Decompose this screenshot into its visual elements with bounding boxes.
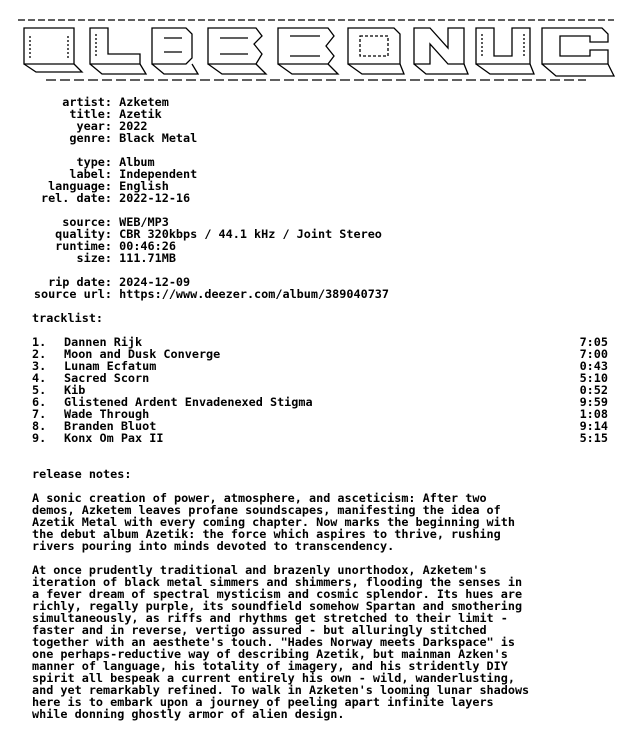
track-duration: 0:43 xyxy=(579,359,608,373)
track-title: Kib xyxy=(64,383,86,397)
metadata-key: rel. date: xyxy=(40,191,112,205)
metadata-value: 111.71MB xyxy=(119,251,176,265)
track-number: 6. xyxy=(32,395,47,409)
metadata-value: Azketem xyxy=(119,95,169,109)
metadata-key: rip date: xyxy=(48,275,112,289)
track-number: 7. xyxy=(32,407,47,421)
track-duration: 9:59 xyxy=(579,395,608,409)
metadata-key: source: xyxy=(62,215,112,229)
metadata-value: Black Metal xyxy=(119,131,198,145)
metadata-group-label xyxy=(0,156,197,204)
track-duration: 7:05 xyxy=(579,335,608,349)
metadata-key: language: xyxy=(48,179,112,193)
track-row xyxy=(32,432,608,444)
tracklist xyxy=(32,336,608,444)
track-duration: 9:14 xyxy=(579,419,608,433)
metadata-value: 2022 xyxy=(119,119,148,133)
release-notes-paragraph: At once prudently traditional and brazenly unorthodox, Azketem's iteration of black metal simmers and shimmers, flooding the senses in a fever dream of spectral mysticism and cosmic splendor. Its hues are richly, regally purple, its soundfield somehow Spartan and smothering simultaneously, as riffs and rhythms get stretched to their limit - faster and in reverse, vertigo assured - but alluringly stitched together with an aesthete's touch. "Hades Norway meets Darkspace" is one perhaps-reductive way of describing Azetik, but mainman Azken's manner of language, his totality of imagery, and his stridently DIY spirit all bespeak a current entirely his own - wild, wanderlusting, and yet remarkably refined. To walk in Azketen's looming lunar shadows here is to embark upon a journey of peeling apart infinite layers while donning ghostly armor of alien design. xyxy=(32,563,530,721)
track-duration: 5:15 xyxy=(579,431,608,445)
metadata-key: title: xyxy=(69,107,112,121)
metadata-row xyxy=(0,240,382,252)
track-title: Dannen Rijk xyxy=(64,335,143,349)
tracklist-heading: tracklist: xyxy=(32,311,104,325)
metadata-value: WEB/MP3 xyxy=(119,215,169,229)
track-number: 1. xyxy=(32,335,47,349)
ascii-art-logo xyxy=(16,14,616,84)
metadata-row xyxy=(0,132,197,144)
track-title: Wade Through xyxy=(64,407,150,421)
track-duration: 7:00 xyxy=(579,347,608,361)
metadata-key: size: xyxy=(76,251,112,265)
track-number: 8. xyxy=(32,419,47,433)
metadata-value: Azetik xyxy=(119,107,162,121)
metadata-group-source xyxy=(0,216,382,264)
track-number: 3. xyxy=(32,359,47,373)
metadata-group-rip xyxy=(0,276,389,300)
metadata-key: label: xyxy=(69,167,112,181)
metadata-value: Album xyxy=(119,155,155,169)
track-title: Branden Bluot xyxy=(64,419,157,433)
track-row xyxy=(32,372,608,384)
metadata-value: 2022-12-16 xyxy=(119,191,191,205)
track-number: 2. xyxy=(32,347,47,361)
metadata-group-release xyxy=(0,96,197,144)
metadata-key: runtime: xyxy=(55,239,112,253)
metadata-key: year: xyxy=(76,119,112,133)
metadata-value: Independent xyxy=(119,167,198,181)
metadata-row xyxy=(0,192,197,204)
metadata-key: genre: xyxy=(69,131,112,145)
metadata-value: CBR 320kbps / 44.1 kHz / Joint Stereo xyxy=(119,227,382,241)
metadata-key: quality: xyxy=(55,227,112,241)
source-url-link[interactable]: https://www.deezer.com/album/389040737 xyxy=(119,287,389,301)
metadata-value: 00:46:26 xyxy=(119,239,176,253)
track-duration: 1:08 xyxy=(579,407,608,421)
track-number: 4. xyxy=(32,371,47,385)
metadata-row xyxy=(0,288,389,300)
track-title: Sacred Scorn xyxy=(64,371,150,385)
metadata-key: type: xyxy=(76,155,112,169)
track-duration: 0:52 xyxy=(579,383,608,397)
metadata-key: artist: xyxy=(62,95,112,109)
track-number: 5. xyxy=(32,383,47,397)
track-title: Glistened Ardent Envadenexed Stigma xyxy=(64,395,313,409)
track-duration: 5:10 xyxy=(579,371,608,385)
release-notes-heading: release notes: xyxy=(32,467,132,481)
metadata-row xyxy=(0,252,382,264)
metadata-key: source url: xyxy=(33,287,112,301)
track-title: Lunam Ecfatum xyxy=(64,359,157,373)
track-title: Moon and Dusk Converge xyxy=(64,347,221,361)
track-number: 9. xyxy=(32,431,47,445)
release-notes-paragraph: A sonic creation of power, atmosphere, and asceticism: After two demos, Azketem leaves profane soundscapes, manifesting the idea of Azetik Metal with every coming chapter. Now marks the beginning with the debut album Azetik: the force which aspires to thrive, rushing rivers pouring into minds devoted to transcendency. xyxy=(32,491,515,553)
track-title: Konx Om Pax II xyxy=(64,431,164,445)
metadata-value: English xyxy=(119,179,169,193)
metadata-value: 2024-12-09 xyxy=(119,275,191,289)
